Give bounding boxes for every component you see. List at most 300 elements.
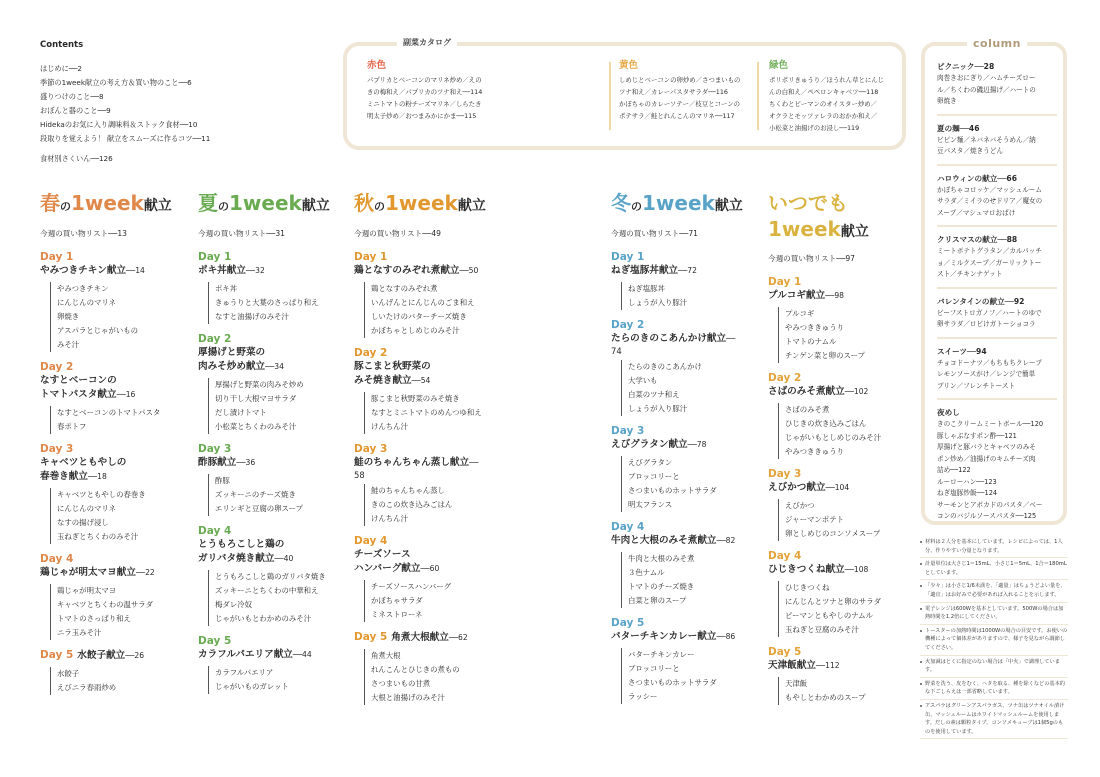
day-menu-title[interactable] bbox=[198, 360, 348, 374]
catalog-line: ミニトマトの粉チーズマリネ／しらたき bbox=[367, 100, 482, 108]
day-block bbox=[768, 372, 916, 459]
day-menu-title[interactable]: キャベツともやしの bbox=[40, 457, 127, 468]
day-block bbox=[611, 425, 761, 512]
week-title bbox=[198, 190, 348, 220]
dish-item: じゃがいもとわかめのみそ汁 bbox=[215, 614, 312, 623]
column-section-head[interactable]: クリスマスの献立──88 bbox=[937, 235, 1018, 244]
week-title-kondate: 献立 bbox=[457, 198, 486, 214]
day-menu-title[interactable] bbox=[198, 264, 348, 278]
dish-item: なすとミニトマトのめんつゆ和え bbox=[371, 408, 482, 417]
dish-list bbox=[621, 282, 761, 310]
day-label: Day 2 bbox=[40, 361, 74, 373]
dish-item: なすとベーコンのトマトパスタ bbox=[57, 408, 161, 417]
shopping-list-link[interactable]: 今週の買い物リスト──13 bbox=[40, 229, 127, 238]
catalog-line: きの梅和え／パプリカのツナ和え──114 bbox=[367, 88, 483, 96]
catalog-green bbox=[769, 60, 905, 134]
dish-item: 卵としめじのコンソメスープ bbox=[785, 529, 881, 538]
day-menu-title[interactable]: 厚揚げと野菜の bbox=[198, 347, 266, 358]
day-block bbox=[611, 521, 761, 608]
column-section-head[interactable]: 夜めし bbox=[937, 408, 960, 417]
column-section-head[interactable]: バレンタインの献立──92 bbox=[937, 296, 1025, 306]
day-block bbox=[768, 276, 916, 363]
dish-item: 水餃子 bbox=[57, 669, 80, 678]
column-section-line: スープ／マシュマロおばけ bbox=[937, 208, 1016, 217]
day-page: ──54 bbox=[411, 376, 431, 385]
column-section-line: ビビン麺／ネバネバそうめん／納 bbox=[937, 135, 1036, 144]
day-label: Day 1 bbox=[40, 251, 74, 263]
note-item: トースターの加熱時間は1000Wの場合の目安です。お使いの機種によって個体差がありますので、様子を見ながら調節してください。 bbox=[920, 625, 1068, 656]
dish-list bbox=[621, 552, 761, 608]
day-block bbox=[354, 631, 509, 705]
day-page: ──102 bbox=[844, 387, 869, 396]
day-menu-title[interactable] bbox=[768, 385, 916, 399]
shopping-list-link[interactable]: 今週の買い物リスト──97 bbox=[768, 254, 855, 263]
dish-item: かぼちゃとしめじのみそ汁 bbox=[371, 326, 460, 335]
dish-item: だし漬けトマト bbox=[215, 408, 267, 417]
dish-item: えびニラ春雨炒め bbox=[57, 683, 117, 692]
column-section-head[interactable]: ハロウィンの献立──66 bbox=[937, 173, 1018, 183]
day-block bbox=[40, 649, 190, 695]
dish-list bbox=[778, 677, 916, 705]
dish-item: ニラ玉みそ汁 bbox=[57, 628, 102, 637]
day-page-continued: 74 bbox=[611, 346, 622, 356]
day-menu-title[interactable] bbox=[40, 566, 190, 580]
day-label: Day 1 bbox=[611, 251, 645, 263]
dish-item: 鶏じゃが明太マヨ bbox=[57, 586, 117, 595]
day-block bbox=[198, 635, 348, 694]
column-section-line: ョ／ミルクスープ／ガーリックトー bbox=[937, 258, 1042, 267]
dish-list bbox=[50, 488, 190, 544]
day-page: ──14 bbox=[126, 266, 145, 275]
dish-item: ズッキーニのチーズ焼き bbox=[215, 490, 296, 499]
dish-item: にんじんのマリネ bbox=[57, 298, 116, 307]
dish-item: えびグラタン bbox=[628, 458, 673, 467]
week-title bbox=[354, 190, 509, 220]
day-menu-title-line2: 肉みそ炒め献立 bbox=[198, 361, 266, 372]
catalog-yellow-head: 黄色 bbox=[619, 60, 639, 71]
dish-item: ラッシー bbox=[628, 692, 658, 701]
day-menu-title[interactable] bbox=[354, 562, 509, 576]
shopping-list-link[interactable]: 今週の買い物リスト──31 bbox=[198, 229, 285, 238]
day-menu-title-line2: ガリバタ焼き献立 bbox=[198, 553, 275, 564]
week-title-kondate: 献立 bbox=[840, 224, 869, 240]
week-title-1week: 1week bbox=[642, 191, 715, 215]
contents-item[interactable]: 盛りつけのこと──8 bbox=[40, 92, 104, 101]
catalog-yellow bbox=[619, 60, 759, 122]
day-label: Day 5 bbox=[198, 635, 232, 647]
dish-list bbox=[621, 648, 761, 704]
day-label: Day 3 bbox=[354, 443, 388, 455]
day-menu-title[interactable] bbox=[768, 481, 916, 495]
column-section-line: ポン炒め／油揚げのキムチーズ肉 bbox=[937, 454, 1036, 463]
dish-item: ひじきの炊き込みごはん bbox=[785, 419, 867, 428]
day-menu-title[interactable]: とうもろこしと鶏の bbox=[198, 539, 285, 550]
dish-list bbox=[778, 307, 916, 363]
week-title-kanji: 秋 bbox=[354, 191, 374, 215]
column-section-line: コンのバジルソースパスタ──125 bbox=[937, 512, 1037, 520]
day-menu-title-text: えびグラタン献立 bbox=[611, 439, 688, 450]
day-menu-title-text: えびかつ献立 bbox=[768, 482, 826, 493]
dish-item: れんこんとひじきの煮もの bbox=[371, 665, 460, 674]
day-menu-title[interactable] bbox=[611, 264, 761, 278]
day-label: Day 4 bbox=[768, 550, 802, 562]
day-label: Day 5 bbox=[611, 617, 645, 629]
side-dish-catalog bbox=[343, 38, 906, 150]
day-menu-title-text: バターチキンカレー献立 bbox=[611, 631, 717, 642]
week-always bbox=[768, 190, 916, 714]
day-menu-title[interactable] bbox=[611, 332, 761, 346]
column-section-line: 卵焼き bbox=[937, 97, 957, 105]
week-title-kanji: 夏 bbox=[198, 191, 218, 215]
dish-list bbox=[778, 403, 916, 459]
dish-item: かぼちゃサラダ bbox=[371, 596, 423, 605]
dish-item: トマトのさっぱり和え bbox=[57, 614, 131, 623]
day-menu-title-text: 酢豚献立 bbox=[198, 457, 237, 468]
day-page: ── bbox=[726, 334, 736, 343]
day-block bbox=[354, 535, 509, 622]
dish-item: ひじきつくね bbox=[785, 583, 830, 592]
day-label: Day 2 bbox=[198, 333, 232, 345]
week-title-kanji: 春 bbox=[40, 191, 60, 215]
day-block bbox=[198, 251, 348, 324]
day-label: Day 2 bbox=[611, 319, 645, 331]
week-title-kondate: 献立 bbox=[714, 198, 743, 214]
day-menu-title[interactable] bbox=[198, 552, 348, 566]
dish-item: さばのみそ煮 bbox=[785, 405, 830, 414]
day-block bbox=[40, 361, 190, 434]
column-section-line: かぼちゃコロッケ／マッシュルーム bbox=[937, 185, 1042, 194]
day-menu-title-text: 天津飯献立 bbox=[768, 660, 816, 671]
dish-item: 春ポトフ bbox=[57, 422, 87, 431]
dish-list bbox=[778, 499, 916, 541]
dish-item: さつまいものホットサラダ bbox=[628, 486, 717, 495]
catalog-green-head: 緑色 bbox=[769, 60, 789, 71]
dish-item: チーズソースハンバーグ bbox=[371, 582, 452, 591]
day-menu-title[interactable] bbox=[40, 264, 190, 278]
dish-item: ピーマンともやしのナムル bbox=[785, 611, 874, 620]
dish-item: 天津飯 bbox=[785, 679, 808, 688]
day-menu-title[interactable]: 水餃子献立 bbox=[77, 650, 126, 661]
dish-item: さつまいものホットサラダ bbox=[628, 678, 717, 687]
dish-list bbox=[364, 649, 509, 705]
day-menu-title-line2: トマトパスタ献立 bbox=[40, 389, 117, 400]
day-block bbox=[40, 443, 190, 544]
day-menu-title[interactable] bbox=[198, 456, 348, 470]
day-menu-title-text: プルコギ献立 bbox=[768, 290, 826, 301]
day-label: Day 4 bbox=[40, 553, 74, 565]
day-menu-title[interactable] bbox=[768, 563, 916, 577]
dish-list bbox=[50, 584, 190, 640]
day-label: Day 3 bbox=[768, 468, 802, 480]
day-menu-title-text: ねぎ塩豚丼献立 bbox=[611, 265, 679, 276]
day-page: ──50 bbox=[459, 266, 479, 275]
day-menu-title[interactable] bbox=[354, 374, 509, 388]
day-menu-title-text: やみつきチキン献立 bbox=[40, 265, 127, 276]
dish-item: しいたけのバターチーズ焼き bbox=[371, 312, 467, 321]
day-page: ── bbox=[469, 458, 479, 467]
dish-item: やみつききゅうり bbox=[785, 447, 844, 456]
day-header bbox=[354, 631, 509, 645]
day-page: ──112 bbox=[815, 661, 840, 670]
dish-list bbox=[50, 667, 190, 695]
dish-item: 卵焼き bbox=[57, 312, 80, 321]
dish-item: にんじんのマリネ bbox=[57, 504, 116, 513]
week-title-no: の bbox=[631, 200, 642, 213]
day-page: ──86 bbox=[716, 632, 736, 641]
note-item: 電子レンジは600Wを基本としています。500Wの場合は加熱時間を1.2倍にしてください。 bbox=[920, 603, 1068, 625]
week-title-1week: 1week bbox=[71, 191, 144, 215]
catalog-line: んの白和え／ペペロンキャベツ──118 bbox=[769, 88, 879, 96]
dish-list bbox=[208, 570, 348, 626]
day-page: ──104 bbox=[825, 483, 850, 492]
dish-item: とうもろこしと鶏のガリバタ焼き bbox=[215, 572, 326, 581]
catalog-line: オクラとモッツァレラのおかか和え／ bbox=[769, 112, 878, 120]
dish-item: ズッキーニとちくわの中華和え bbox=[215, 586, 319, 595]
day-menu-title[interactable] bbox=[198, 648, 348, 662]
dish-item: やみつきチキン bbox=[57, 284, 109, 293]
day-page: ──60 bbox=[420, 564, 440, 573]
shopping-list-link[interactable]: 今週の買い物リスト──49 bbox=[354, 229, 441, 238]
column-section-line: 肉巻きおにぎり／ハムチーズロー bbox=[937, 74, 1036, 82]
column-section-line: 卵サラダ／ロビけガトーショコラ bbox=[937, 320, 1036, 328]
week-winter bbox=[611, 190, 761, 713]
day-menu-title-text: 鶏じゃが明太マヨ献立 bbox=[40, 567, 136, 578]
week-title-line1: いつでも bbox=[768, 191, 848, 215]
dish-item: やみつききゅうり bbox=[785, 323, 844, 332]
day-menu-title[interactable] bbox=[354, 456, 509, 470]
week-title-no: の bbox=[60, 200, 71, 213]
catalog-red-head: 赤色 bbox=[367, 60, 387, 71]
column-section bbox=[937, 122, 1057, 166]
day-page: ──82 bbox=[716, 536, 736, 545]
catalog-line: パプリカとベーコンのマリネ炒め／えの bbox=[367, 76, 482, 84]
day-label: Day 4 bbox=[354, 535, 388, 547]
day-menu-title[interactable]: 角煮大根献立 bbox=[391, 632, 449, 643]
dish-item: きゅうりと大葉のさっぱり和え bbox=[215, 298, 319, 307]
dish-item: じゃがいものガレット bbox=[215, 682, 289, 691]
week-title-kondate: 献立 bbox=[143, 198, 172, 214]
week-title bbox=[611, 190, 761, 220]
day-menu-title[interactable] bbox=[40, 388, 190, 402]
day-page: ──16 bbox=[116, 390, 136, 399]
day-menu-title[interactable] bbox=[611, 630, 761, 644]
week-title-no: の bbox=[374, 200, 385, 213]
dish-item: アスパラとじゃがいもの bbox=[57, 326, 139, 335]
day-page: ──62 bbox=[448, 633, 468, 642]
day-block bbox=[768, 646, 916, 705]
column-section-line: ル／ちくわの磯辺揚げ／ハートの bbox=[937, 85, 1036, 94]
dish-list bbox=[364, 580, 509, 622]
column-section-line: サーモンとアボカドのパスタ／ベー bbox=[937, 500, 1043, 509]
day-block bbox=[611, 319, 761, 416]
day-page: ──72 bbox=[678, 266, 697, 275]
dish-list bbox=[621, 456, 761, 512]
dish-item: なすと油揚げのみそ汁 bbox=[215, 312, 289, 321]
dish-item: 豚こまと秋野菜のみそ焼き bbox=[371, 394, 460, 403]
day-page: ──22 bbox=[135, 568, 155, 577]
day-page-continued: 58 bbox=[354, 470, 365, 480]
dish-item: 鮭のちゃんちゃん蒸し bbox=[371, 486, 445, 495]
day-page: ──18 bbox=[87, 472, 107, 481]
day-block bbox=[198, 443, 348, 516]
column-section bbox=[937, 295, 1057, 339]
day-block bbox=[354, 347, 509, 434]
contents-index[interactable]: 食材別さくいん──126 bbox=[40, 154, 113, 163]
contents-item[interactable]: はじめに──2 bbox=[40, 64, 82, 73]
column-section-head[interactable]: 夏の麺──46 bbox=[937, 123, 980, 133]
note-item: アスパラはグリーンアスパラガス、ツナ缶はツナオイル漬け缶、マッシュルームはホワイトマッシュルームを使用します。だしの素は顆粒タイプ、コンソメキューブは1個5gのものを使用しています。 bbox=[920, 700, 1068, 739]
day-menu-title-line2: 春巻き献立 bbox=[40, 471, 88, 482]
week-title-line2 bbox=[768, 216, 916, 245]
dish-item: ミネストローネ bbox=[371, 610, 423, 619]
notes-block bbox=[920, 536, 1068, 739]
dish-list bbox=[364, 282, 509, 338]
dish-item: しょうが入り豚汁 bbox=[628, 298, 688, 307]
week-title bbox=[768, 190, 916, 245]
day-label: Day 1 bbox=[198, 251, 232, 263]
column-section-line: 豆パスタ／焼きうどん bbox=[937, 147, 1003, 155]
week-spring bbox=[40, 190, 190, 704]
column-section-head[interactable]: スイーツ──94 bbox=[937, 346, 987, 356]
dish-item: 角煮大根 bbox=[371, 651, 401, 660]
dish-item: ブロッコリーと bbox=[628, 472, 680, 481]
day-menu-title[interactable]: 豚こまと秋野菜の bbox=[354, 361, 431, 372]
catalog-line: ポテサラ／鮭とれんこんのマリネ──117 bbox=[619, 112, 735, 120]
day-menu-title[interactable] bbox=[768, 659, 916, 673]
dish-item: みそ汁 bbox=[57, 340, 80, 349]
dish-item: さつまいもの甘煮 bbox=[371, 679, 431, 688]
column-sidebar bbox=[921, 37, 1067, 525]
dish-item: 玉ねぎとちくわのみそ汁 bbox=[57, 532, 139, 541]
dish-item: いんげんとにんじんのごま和え bbox=[371, 298, 475, 307]
column-section-line: 厚揚げと豚バラとキャベツのみそ bbox=[937, 443, 1036, 451]
day-menu-title[interactable] bbox=[768, 289, 916, 303]
dish-item: ブロッコリーと bbox=[628, 664, 680, 673]
dish-item: もやしとわかめのスープ bbox=[785, 693, 866, 702]
day-label: Day 3 bbox=[611, 425, 645, 437]
day-block bbox=[354, 443, 509, 526]
dish-item: トマトのナムル bbox=[785, 337, 837, 346]
dish-list bbox=[778, 581, 916, 637]
day-menu-title-text: カラフルパエリア献立 bbox=[198, 649, 293, 660]
note-item: 計量単位は大さじ1＝15mL、小さじ1＝5mL、1合＝180mLとしています。 bbox=[920, 558, 1068, 580]
contents-item[interactable]: おぼんと器のこと──9 bbox=[40, 106, 111, 115]
week-autumn bbox=[354, 190, 509, 714]
dish-list bbox=[208, 666, 348, 694]
day-menu-title[interactable] bbox=[354, 264, 509, 278]
column-section-line: チョコドーナツ／もちもちクレープ bbox=[937, 358, 1042, 367]
column-section-line: ねぎ塩豚炒飯──124 bbox=[937, 489, 998, 497]
day-menu-title-line2: みそ焼き献立 bbox=[354, 375, 412, 386]
week-summer bbox=[198, 190, 348, 703]
shopping-list-link[interactable]: 今週の買い物リスト──71 bbox=[611, 229, 698, 238]
day-menu-title-line2: ハンバーグ献立 bbox=[354, 563, 421, 574]
day-block bbox=[40, 251, 190, 352]
day-menu-title[interactable]: チーズソース bbox=[354, 549, 411, 560]
catalog-line: ポリポリきゅうり／ほうれん草とにんじ bbox=[769, 76, 885, 84]
contents-item[interactable]: 段取りを覚えよう！ 献立をスムーズに作るコツ──11 bbox=[40, 134, 211, 143]
day-label: Day 5 bbox=[768, 646, 802, 658]
column-section bbox=[937, 406, 1057, 529]
contents-title: Contents bbox=[40, 40, 84, 50]
catalog-line: しめじとベーコンの卵炒め／さつまいもの bbox=[619, 76, 741, 84]
dish-item: たらのきのこあんかけ bbox=[628, 362, 702, 371]
day-page: ──32 bbox=[245, 266, 265, 275]
column-section bbox=[937, 233, 1057, 289]
contents-block bbox=[40, 38, 320, 166]
dish-list bbox=[208, 474, 348, 516]
dish-item: しょうが入り豚汁 bbox=[628, 404, 688, 413]
day-page: ──98 bbox=[825, 291, 844, 300]
contents-item[interactable]: 季節の1week献立の考え方＆買い物のこと──6 bbox=[40, 78, 192, 87]
dish-item: ねぎ塩豚丼 bbox=[628, 284, 665, 293]
column-section-line: ミートボテトグラタン／カルパッチ bbox=[937, 247, 1042, 255]
dish-item: キャベツともやしの春巻き bbox=[57, 490, 146, 499]
catalog-line: ちくわとピーマンのオイスター炒め／ bbox=[769, 100, 877, 108]
day-page: ──26 bbox=[125, 651, 145, 660]
day-block bbox=[198, 333, 348, 434]
week-title-no: の bbox=[218, 200, 229, 213]
day-block bbox=[611, 617, 761, 704]
dish-item: バターチキンカレー bbox=[628, 650, 695, 659]
dish-item: エリンギと豆腐の卵スープ bbox=[215, 504, 303, 513]
column-section-line: プリン／フレンチトースト bbox=[937, 381, 1016, 390]
catalog-line: 小松菜と油揚げのお浸し──119 bbox=[769, 124, 860, 132]
day-page: ──108 bbox=[844, 565, 869, 574]
day-menu-title[interactable]: なすとベーコンの bbox=[40, 375, 117, 386]
day-menu-title-text: 牛肉と大根のみそ煮献立 bbox=[611, 535, 717, 546]
dish-list bbox=[208, 282, 348, 324]
dish-item: にんじんとツナと卵のサラダ bbox=[785, 597, 882, 606]
dish-list bbox=[621, 360, 761, 416]
dish-item: ３色ナムル bbox=[628, 568, 665, 577]
dish-item: じゃがいもとしめじのみそ汁 bbox=[785, 433, 882, 442]
dish-item: チンゲン菜と卵のスープ bbox=[785, 351, 865, 360]
column-section bbox=[937, 60, 1057, 116]
day-label: Day 5 bbox=[40, 649, 74, 661]
day-label: Day 3 bbox=[40, 443, 74, 455]
day-menu-title[interactable] bbox=[611, 438, 761, 452]
dish-list bbox=[50, 282, 190, 352]
day-block bbox=[40, 553, 190, 640]
day-label: Day 2 bbox=[768, 372, 802, 384]
catalog-line: ツナ和え／カレーパスタサラダ──116 bbox=[619, 88, 728, 96]
catalog-divider bbox=[609, 62, 611, 130]
dish-item: 厚揚げと野菜の肉みそ炒め bbox=[215, 380, 304, 389]
dish-item: ポキ丼 bbox=[215, 284, 238, 293]
day-menu-title-text: さばのみそ煮献立 bbox=[768, 386, 845, 397]
day-block bbox=[198, 525, 348, 626]
dish-item: 梅ダレ冷奴 bbox=[215, 600, 252, 609]
catalog-red bbox=[367, 60, 607, 122]
day-label: Day 2 bbox=[354, 347, 388, 359]
day-menu-title[interactable] bbox=[40, 470, 190, 484]
day-page: ──36 bbox=[236, 458, 256, 467]
day-block bbox=[354, 251, 509, 338]
contents-item[interactable]: Hidekaのお気に入り調味料＆ストック食材──10 bbox=[40, 120, 198, 129]
column-section-head[interactable]: ピクニック──28 bbox=[937, 62, 995, 71]
dish-list bbox=[50, 406, 190, 434]
dish-item: 小松菜とちくわのみそ汁 bbox=[215, 422, 297, 431]
week-title-1week: 1week bbox=[229, 191, 302, 215]
dish-list bbox=[208, 378, 348, 434]
dish-item: 白菜のツナ和え bbox=[628, 390, 680, 399]
day-page: ──78 bbox=[687, 440, 707, 449]
day-menu-title[interactable] bbox=[611, 534, 761, 548]
column-section-line: ルーローハン──123 bbox=[937, 477, 997, 486]
dish-item: えびかつ bbox=[785, 501, 815, 510]
day-menu-title-text: たらのきのこあんかけ献立 bbox=[611, 333, 727, 344]
